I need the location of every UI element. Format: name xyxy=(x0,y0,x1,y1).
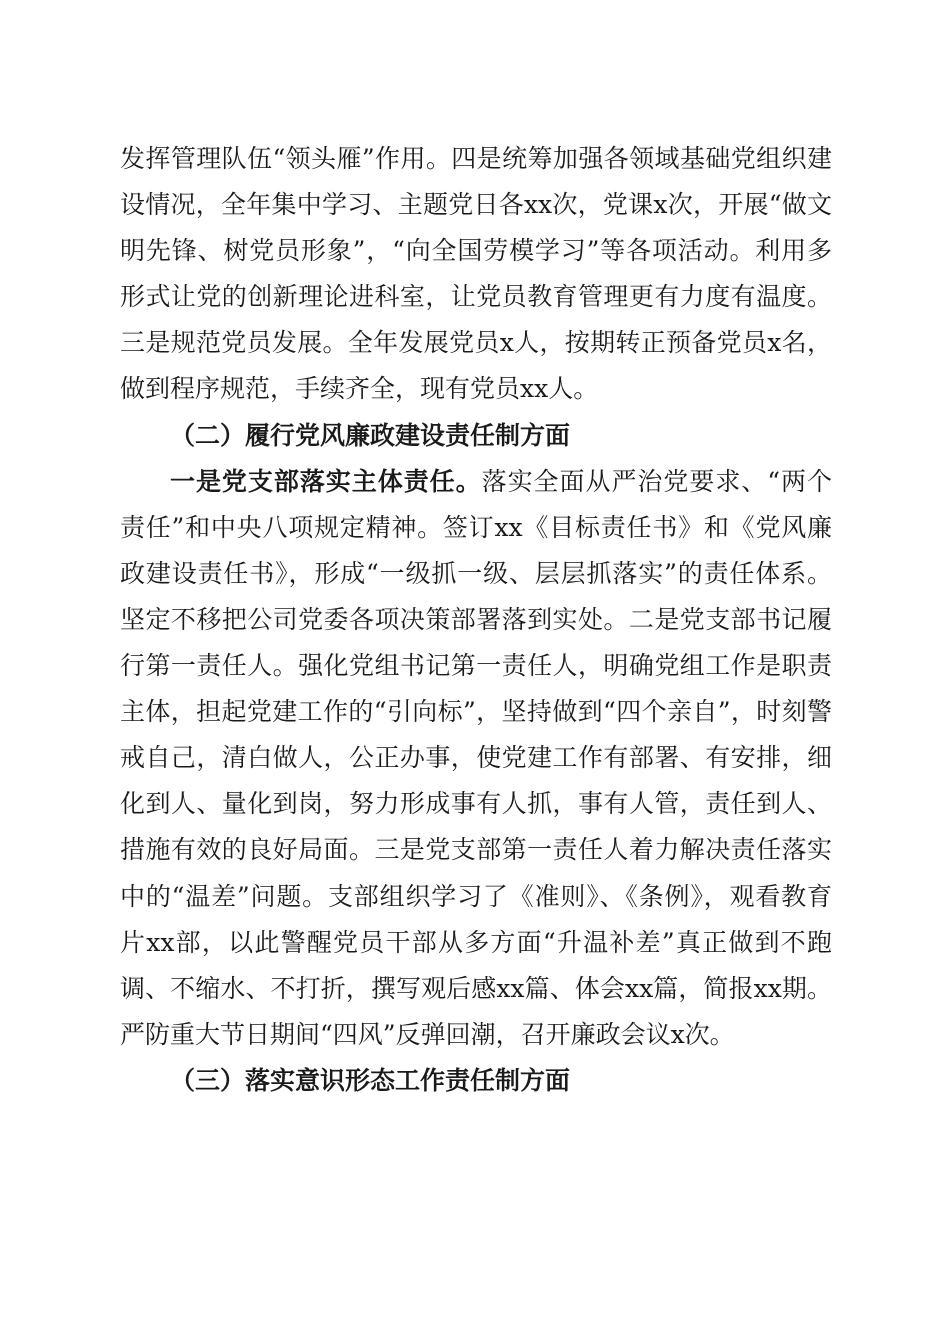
section-heading-2: （二）履行党风廉政建设责任制方面 xyxy=(170,420,571,450)
paragraph-lead-sentence: 一是党支部落实主体责任。 xyxy=(170,466,482,496)
paragraph-party-responsibility xyxy=(120,459,832,1058)
paragraph-continuation: 发挥管理队伍“领头雁”作用。四是统筹加强各领域基础党组织建设情况，全年集中学习、主题党日各xx次，党课x次，开展“做文明先锋、树党员形象”，“向全国劳模学习”等各项活动。利用多形式让党的创新理论进科室，让党员教育管理更有力度有温度。三是规范党员发展。全年发展党员x人，按期转正预备党员x名，做到程序规范，手续齐全，现有党员xx人。 xyxy=(120,144,832,404)
paragraph-body: 落实全面从严治党要求、“两个责任”和中央八项规定精神。签订xx《目标责任书》和《党风廉政建设责任书》，形成“一级抓一级、层层抓落实”的责任体系。坚定不移把公司党委各项决策部署落到实处。二是党支部书记履行第一责任人。强化党组书记第一责任人，明确党组工作是职责主体，担起党建工作的“引向标”，坚持做到“四个亲自”，时刻警戒自己，清白做人，公正办事，使党建工作有部署、有安排，细化到人、量化到岗，努力形成事有人抓，事有人管，责任到人、措施有效的良好局面。三是党支部第一责任人着力解决责任落实中的“温差”问题。支部组织学习了《准则》、《条例》，观看教育片xx部，以此警醒党员干部从多方面“升温补差”真正做到不跑调、不缩水、不打折，撰写观后感xx篇、体会xx篇，简报xx期。严防重大节日期间“四风”反弹回潮，召开廉政会议x次。 xyxy=(120,466,832,1049)
section-heading-3: （三）落实意识形态工作责任制方面 xyxy=(170,1065,571,1095)
document-page xyxy=(120,136,832,1104)
